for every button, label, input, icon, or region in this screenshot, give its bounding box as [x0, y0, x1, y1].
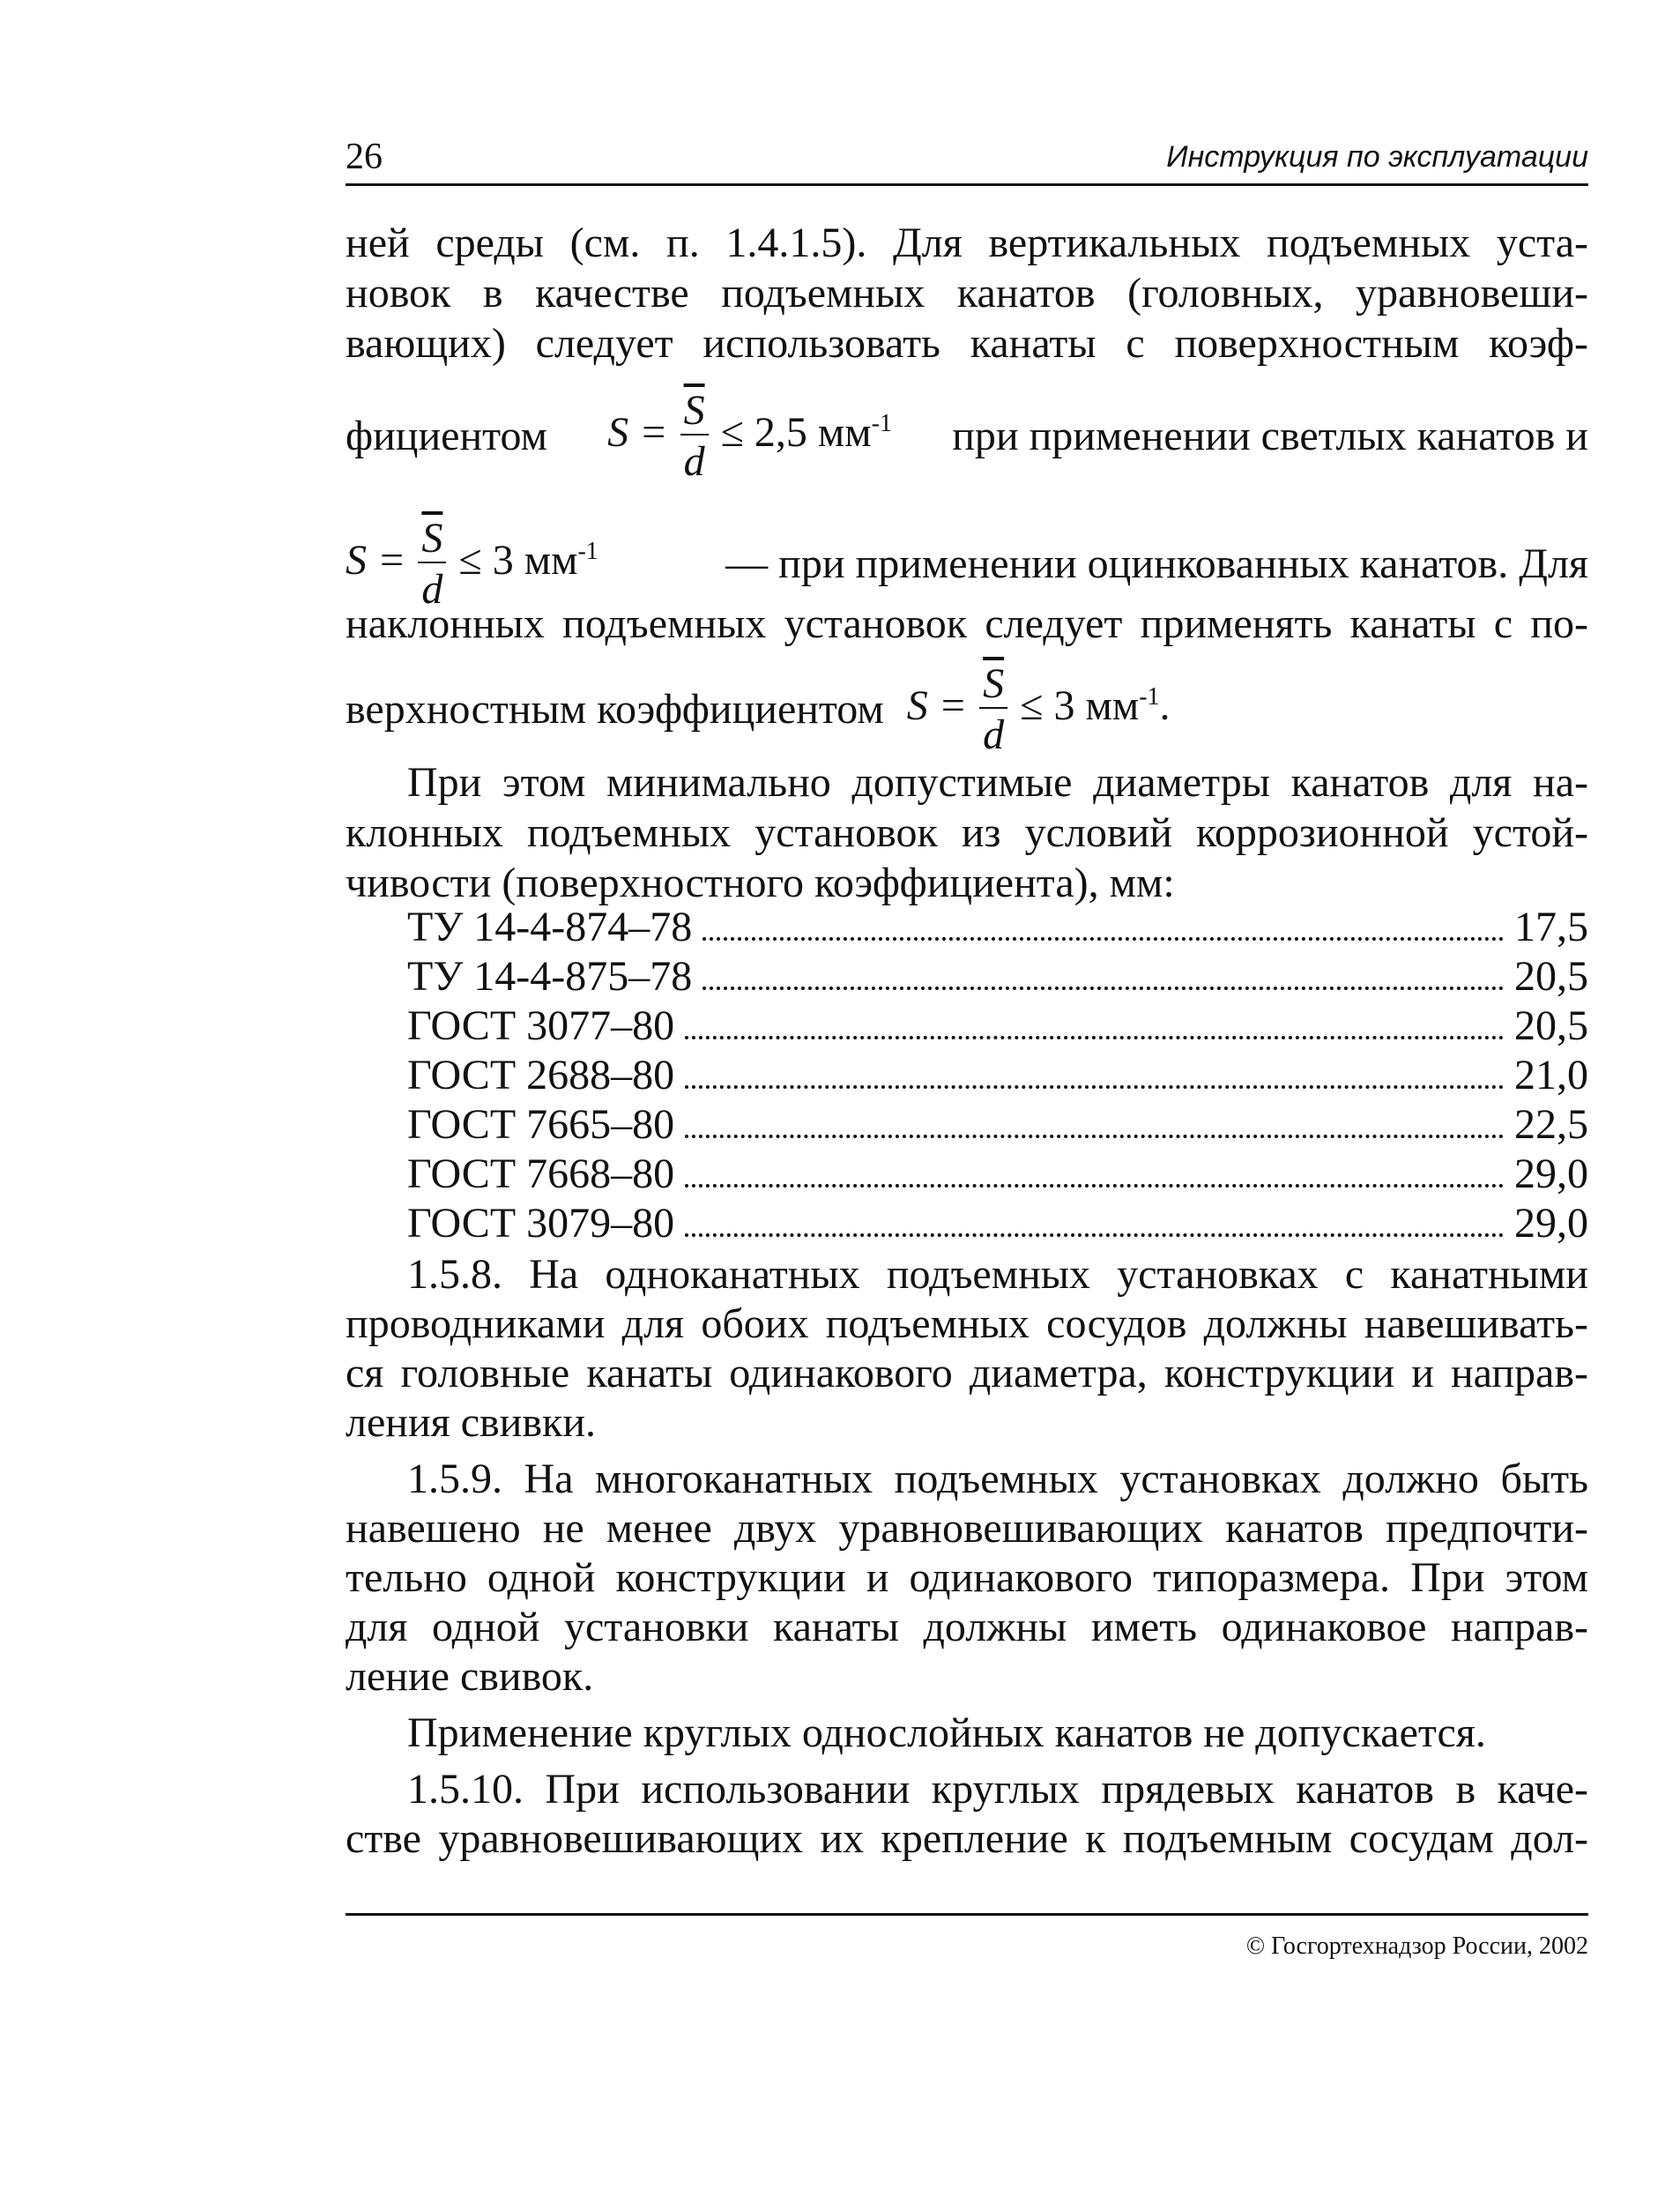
copyright: © Госгортехнадзор России, 2002	[1245, 1932, 1588, 1960]
standard-row: ГОСТ 7668–80 29,0	[407, 1150, 1588, 1197]
standard-row: ГОСТ 3079–80 29,0	[407, 1200, 1588, 1247]
text-line: наклонных подъемных установок следует применять канаты с по-	[346, 600, 1588, 647]
fraction: $\frac{\overline{S}}{d}$	[418, 517, 446, 611]
standard-row: ТУ 14-4-875–78 20,5	[407, 953, 1588, 1000]
text-line: ней среды (см. п. 1.4.1.5). Для вертикальных подъемных уста-	[346, 220, 1588, 266]
text-line: Применение круглых однослойных канатов не допускается.	[407, 1709, 1486, 1756]
formula-1: S = $\frac{\overline{S}}{d}$ ≤ 2,5 $мм^{-1}$	[607, 387, 892, 485]
standard-row: ГОСТ 7665–80 22,5	[407, 1101, 1588, 1148]
formula-text-after: — при применении оцинкованных канатов. Для	[725, 540, 1588, 587]
page-number: 26	[346, 137, 383, 177]
text-line: ление свивок.	[346, 1653, 594, 1700]
text-line: вающих) следует использовать канаты с поверхностным коэф-	[346, 320, 1588, 367]
page-header	[346, 132, 1588, 186]
formula-line-3	[346, 652, 1588, 767]
standard-row: ТУ 14-4-874–78 17,5	[407, 904, 1588, 950]
text-line: 1.5.8. На одноканатных подъемных установках с канатными	[407, 1251, 1588, 1298]
text-line: чивости (поверхностного коэффициента), мм:	[346, 860, 1175, 906]
standard-row: ГОСТ 3077–80 20,5	[407, 1002, 1588, 1049]
formula-text-before: фициентом	[346, 413, 547, 459]
text-line: 1.5.9. На многоканатных подъемных установках должно быть	[407, 1456, 1588, 1502]
text-line: тельно одной конструкции и одинакового типоразмера. При этом	[346, 1554, 1588, 1601]
formula-3: S = $\frac{\overline{S}}{d}$ ≤ 3 $мм^{-1}$.	[906, 660, 1171, 758]
text-line: При этом минимально допустимые диаметры канатов для на-	[407, 759, 1588, 806]
fraction: $\frac{\overline{S}}{d}$	[680, 390, 709, 483]
text-line: новок в качестве подъемных канатов (головных, уравновеши-	[346, 270, 1588, 316]
text-line: клонных подъемных установок из условий коррозионной устой-	[346, 809, 1588, 856]
footer-rule	[346, 1913, 1588, 1916]
text-line: ления свивки.	[346, 1399, 597, 1446]
text-line: ся головные канаты одинакового диаметра, конструкции и направ-	[346, 1350, 1588, 1396]
formula-text-after: при применении светлых канатов и	[952, 413, 1588, 459]
text-line: стве уравновешивающих их крепление к подъемным сосудам дол-	[346, 1815, 1588, 1862]
running-title: Инструкция по эксплуатации	[1166, 140, 1588, 174]
text-line: навешено не менее двух уравновешивающих канатов предпочти-	[346, 1505, 1588, 1552]
text-line: проводниками для обоих подъемных сосудов должны навешивать-	[346, 1300, 1588, 1347]
formula-text-before: верхностным коэффициентом	[346, 686, 884, 733]
fraction: $\frac{\overline{S}}{d}$	[979, 663, 1007, 756]
text-line: 1.5.10. При использовании круглых прядевых канатов в каче-	[407, 1766, 1588, 1813]
text-line: для одной установки канаты должны иметь одинаковое направ-	[346, 1604, 1588, 1650]
formula-2: S = $\frac{\overline{S}}{d}$ ≤ 3 $мм^{-1}$	[346, 515, 598, 613]
standard-row: ГОСТ 2688–80 21,0	[407, 1052, 1588, 1098]
formula-line-1	[346, 379, 1588, 494]
